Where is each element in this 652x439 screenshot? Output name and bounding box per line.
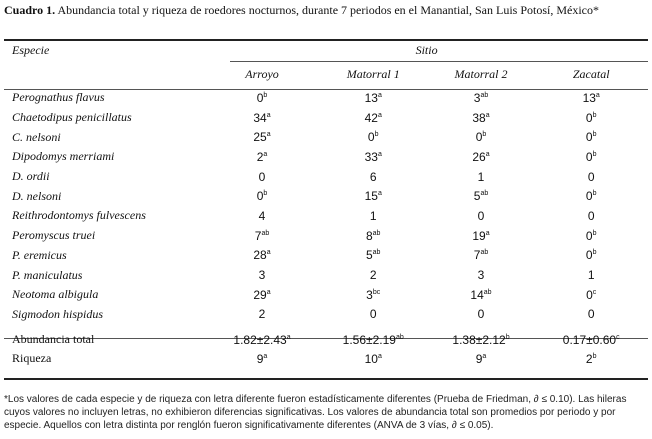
table-cell bbox=[534, 88, 648, 108]
table-cell bbox=[534, 349, 648, 368]
table-row bbox=[4, 285, 648, 305]
significance-letter: a bbox=[595, 91, 600, 99]
significance-letter: ab bbox=[395, 333, 404, 341]
cell-value: 0 bbox=[585, 149, 593, 164]
significance-letter: a bbox=[266, 111, 271, 119]
cell-value: 1 bbox=[369, 208, 377, 223]
table-cell bbox=[428, 349, 535, 368]
cell-value: 0 bbox=[585, 130, 593, 145]
cell-value: 14 bbox=[470, 287, 484, 302]
cell-value: 1.56±2.19 bbox=[342, 332, 396, 347]
table-cell bbox=[319, 127, 428, 147]
cell-value: 15 bbox=[364, 189, 378, 204]
cell-value: 0 bbox=[585, 189, 593, 204]
cell-value: 4 bbox=[258, 208, 266, 223]
table-cell bbox=[205, 127, 319, 147]
significance-letter: a bbox=[266, 131, 271, 139]
table-cell bbox=[205, 206, 319, 226]
cell-value: 0 bbox=[587, 307, 595, 322]
table-cell bbox=[428, 305, 535, 325]
cell-value: 0 bbox=[477, 208, 485, 223]
species-name: Neotoma albigula bbox=[12, 287, 99, 302]
significance-letter: a bbox=[377, 150, 382, 158]
significance-letter: a bbox=[377, 91, 382, 99]
cell-value: 3 bbox=[477, 268, 485, 283]
table-cell bbox=[319, 88, 428, 108]
significance-letter: a bbox=[482, 352, 487, 360]
cell-value: 0 bbox=[475, 130, 483, 145]
table-cell bbox=[205, 330, 319, 349]
cell-value: 7 bbox=[254, 228, 262, 243]
cell-value: 38 bbox=[472, 110, 486, 125]
data-table bbox=[4, 39, 648, 368]
species-column-header: Especie bbox=[12, 42, 50, 57]
table-cell bbox=[205, 226, 319, 246]
cell-value: 10 bbox=[364, 351, 378, 366]
significance-letter: ab bbox=[372, 229, 381, 237]
cell-value: 0 bbox=[585, 228, 593, 243]
table-row bbox=[4, 147, 648, 167]
table-cell bbox=[428, 265, 535, 285]
cell-value: 26 bbox=[472, 149, 486, 164]
table-cell bbox=[205, 305, 319, 325]
cell-value: 19 bbox=[472, 228, 486, 243]
table-cell bbox=[205, 285, 319, 305]
table-row bbox=[4, 127, 648, 147]
cell-value: 3 bbox=[366, 287, 373, 302]
table-caption bbox=[4, 3, 648, 18]
header-row-1 bbox=[4, 39, 648, 61]
table-cell bbox=[428, 226, 535, 246]
cell-value: 0 bbox=[585, 110, 593, 125]
significance-letter: ab bbox=[261, 229, 270, 237]
table-cell bbox=[428, 167, 535, 187]
table-row bbox=[4, 226, 648, 246]
caption-label: Cuadro 1. bbox=[4, 3, 56, 17]
table-cell bbox=[319, 147, 428, 167]
cell-value: 6 bbox=[369, 169, 377, 184]
species-name: Reithrodontomys fulvescens bbox=[12, 208, 146, 223]
table-cell bbox=[534, 206, 648, 226]
cell-value: 5 bbox=[365, 248, 373, 263]
table-cell bbox=[428, 127, 535, 147]
cell-value: 1.38±2.12 bbox=[452, 332, 506, 347]
cell-value: 9 bbox=[475, 351, 483, 366]
table-cell bbox=[319, 330, 428, 349]
cell-value: 0 bbox=[587, 169, 595, 184]
table-cell bbox=[428, 147, 535, 167]
site-header-matorral-2: Matorral 2 bbox=[454, 67, 508, 81]
significance-letter: c bbox=[592, 288, 597, 296]
significance-letter: a bbox=[377, 190, 382, 198]
significance-letter: bc bbox=[372, 288, 381, 296]
cell-value: 0 bbox=[587, 208, 595, 223]
site-header-arroyo: Arroyo bbox=[245, 67, 279, 81]
significance-letter: ab bbox=[480, 249, 489, 257]
significance-letter: a bbox=[263, 150, 268, 158]
significance-letter: a bbox=[377, 352, 382, 360]
species-name: D. ordii bbox=[12, 169, 50, 184]
table-cell bbox=[534, 265, 648, 285]
summary-label: Abundancia total bbox=[12, 332, 95, 347]
summary-label: Riqueza bbox=[12, 351, 52, 366]
table-cell bbox=[534, 167, 648, 187]
table-cell bbox=[319, 186, 428, 206]
site-header-zacatal: Zacatal bbox=[572, 67, 610, 81]
significance-letter: a bbox=[485, 150, 490, 158]
cell-value: 9 bbox=[256, 351, 264, 366]
significance-letter: ab bbox=[372, 249, 381, 257]
footnote: *Los valores de cada especie y de riqueza con letra diferente fueron estadísticamente diferentes (Prueba de Friedman, ∂ ≤ 0.10). Las hileras cuyos valores no incluyen letras, no exhibieron diferencias significativas. Los valores de abundancia total son promedios por periodo y por especie. Aquellos con letra distinta por renglón fueron significativamente diferentes (ANVA de 3 vías, ∂ ≤ 0.05). bbox=[4, 394, 627, 431]
cell-value: 7 bbox=[473, 248, 481, 263]
table-row bbox=[4, 206, 648, 226]
cell-value: 1.82±2.43 bbox=[233, 332, 287, 347]
table-cell bbox=[534, 127, 648, 147]
significance-letter: a bbox=[266, 249, 271, 257]
species-name: Perognathus flavus bbox=[12, 90, 105, 105]
cell-value: 29 bbox=[253, 287, 267, 302]
cell-value: 0 bbox=[256, 189, 264, 204]
cell-value: 2 bbox=[585, 351, 593, 366]
table-cell bbox=[428, 330, 535, 349]
significance-letter: b bbox=[592, 190, 597, 198]
table-row bbox=[4, 88, 648, 108]
table-cell bbox=[205, 349, 319, 368]
table-cell bbox=[205, 108, 319, 128]
significance-letter: b bbox=[592, 352, 597, 360]
table-cell bbox=[319, 349, 428, 368]
significance-letter: ab bbox=[480, 91, 489, 99]
table-row bbox=[4, 186, 648, 206]
cell-value: 0 bbox=[369, 307, 377, 322]
cell-value: 25 bbox=[253, 130, 267, 145]
summary-row-richness bbox=[4, 349, 648, 368]
significance-letter: a bbox=[485, 111, 490, 119]
cell-value: 3 bbox=[258, 268, 266, 283]
significance-letter: b bbox=[505, 333, 510, 341]
species-name: Chaetodipus penicillatus bbox=[12, 110, 132, 125]
table-cell bbox=[205, 167, 319, 187]
table-cell bbox=[205, 88, 319, 108]
table-cell bbox=[205, 246, 319, 266]
cell-value: 2 bbox=[256, 149, 264, 164]
table-cell bbox=[319, 246, 428, 266]
table-cell bbox=[534, 330, 648, 349]
site-header-matorral-1: Matorral 1 bbox=[346, 67, 400, 81]
cell-value: 5 bbox=[473, 189, 481, 204]
table-cell bbox=[428, 246, 535, 266]
species-name: Peromyscus truei bbox=[12, 228, 96, 243]
species-name: D. nelsoni bbox=[12, 188, 62, 203]
table-cell bbox=[428, 285, 535, 305]
table-cell bbox=[428, 88, 535, 108]
table-cell bbox=[534, 285, 648, 305]
significance-letter: b bbox=[592, 229, 597, 237]
table-cell bbox=[534, 108, 648, 128]
significance-letter: ab bbox=[483, 288, 492, 296]
table-cell bbox=[205, 265, 319, 285]
table-row bbox=[4, 246, 648, 266]
significance-letter: c bbox=[616, 333, 620, 341]
table-cell bbox=[428, 108, 535, 128]
table-cell bbox=[319, 285, 428, 305]
cell-value: 13 bbox=[582, 90, 596, 105]
bottom-rule bbox=[4, 378, 648, 380]
significance-letter: b bbox=[482, 131, 487, 139]
cell-value: 2 bbox=[258, 307, 266, 322]
significance-letter: b bbox=[374, 131, 379, 139]
cell-value: 0 bbox=[585, 248, 593, 263]
cell-value: 42 bbox=[364, 110, 378, 125]
significance-letter: a bbox=[485, 229, 490, 237]
cell-value: 0 bbox=[586, 287, 593, 302]
species-name: Dipodomys merriami bbox=[12, 149, 115, 164]
cell-value: 8 bbox=[365, 228, 373, 243]
caption-text: Abundancia total y riqueza de roedores nocturnos, durante 7 periodos en el Manantial, San Luis Potosí, México* bbox=[57, 3, 599, 17]
significance-letter: a bbox=[377, 111, 382, 119]
cell-value: 28 bbox=[253, 248, 267, 263]
header-row-2 bbox=[4, 61, 648, 88]
cell-value: 1 bbox=[587, 268, 595, 283]
cell-value: 13 bbox=[364, 90, 378, 105]
significance-letter: b bbox=[592, 249, 597, 257]
significance-letter: a bbox=[263, 352, 268, 360]
table-cell bbox=[319, 167, 428, 187]
significance-letter: b bbox=[592, 150, 597, 158]
cell-value: 3 bbox=[473, 90, 481, 105]
table-cell bbox=[534, 226, 648, 246]
significance-letter: b bbox=[592, 111, 597, 119]
cell-value: 0 bbox=[477, 307, 485, 322]
table-cell bbox=[534, 305, 648, 325]
cell-value: 0.17±0.60 bbox=[562, 332, 617, 347]
significance-letter: ab bbox=[480, 190, 489, 198]
table-cell bbox=[319, 226, 428, 246]
cell-value: 0 bbox=[258, 169, 266, 184]
significance-letter: b bbox=[263, 91, 268, 99]
table-row bbox=[4, 305, 648, 325]
summary-row-abundance bbox=[4, 330, 648, 349]
table-cell bbox=[319, 206, 428, 226]
table-cell bbox=[428, 186, 535, 206]
table-cell bbox=[428, 206, 535, 226]
species-name: C. nelsoni bbox=[12, 129, 61, 144]
cell-value: 0 bbox=[367, 130, 375, 145]
species-name: Sigmodon hispidus bbox=[12, 306, 104, 321]
table-row bbox=[4, 265, 648, 285]
cell-value: 0 bbox=[256, 90, 264, 105]
cell-value: 34 bbox=[253, 110, 267, 125]
table-cell bbox=[534, 186, 648, 206]
cell-value: 1 bbox=[477, 169, 485, 184]
significance-letter: b bbox=[592, 131, 597, 139]
table-cell bbox=[534, 246, 648, 266]
table-cell bbox=[534, 147, 648, 167]
cell-value: 2 bbox=[369, 268, 377, 283]
significance-letter: a bbox=[266, 288, 271, 296]
significance-letter: b bbox=[263, 190, 268, 198]
table-cell bbox=[319, 108, 428, 128]
table-cell bbox=[319, 305, 428, 325]
species-name: P. eremicus bbox=[12, 247, 67, 262]
table-cell bbox=[205, 147, 319, 167]
species-name: P. maniculatus bbox=[12, 267, 83, 282]
table-row bbox=[4, 167, 648, 187]
site-group-header: Sitio bbox=[415, 42, 438, 57]
significance-letter: a bbox=[286, 333, 291, 341]
table-cell bbox=[205, 186, 319, 206]
table-cell bbox=[319, 265, 428, 285]
cell-value: 33 bbox=[364, 149, 378, 164]
table-row bbox=[4, 108, 648, 128]
